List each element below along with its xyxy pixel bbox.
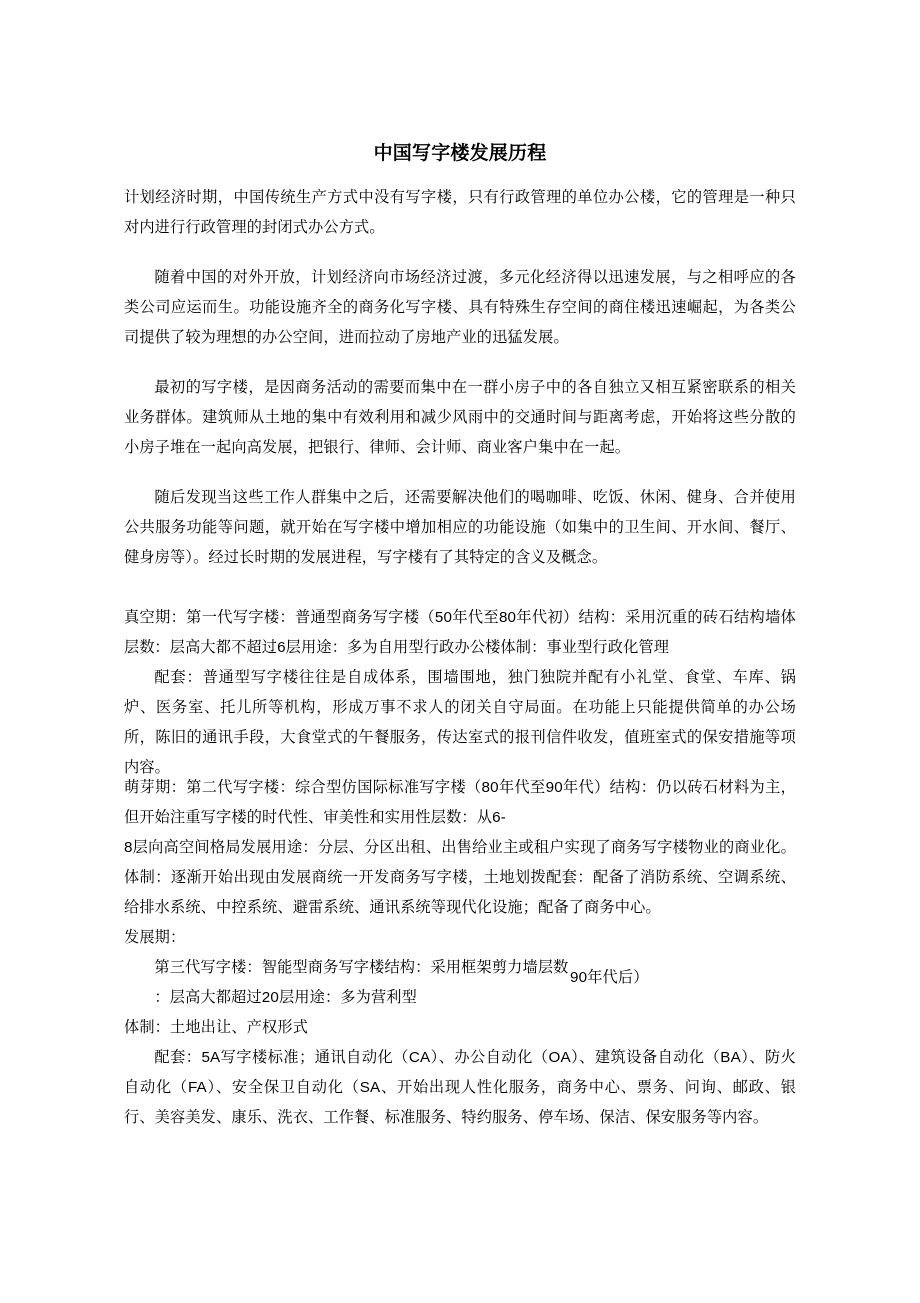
section-vacuum-period-line1: 真空期：第一代写字楼：普通型商务写字楼（50年代至80年代初）结构：采用沉重的砖石结构墙体层数 [124,609,796,656]
page-title: 中国写字楼发展历程 [373,142,547,164]
paragraph-support-facilities: 随后发现当这些工作人群集中之后，还需要解决他们的喝咖啡、吃饭、休闲、健身、合并使用公共服务功能等问题，就开始在写字楼中增加相应的功能设施（如集中的卫生间、开水间、餐厅、健身房等）。经过长时期的发展进程，写字楼有了其特定的含义及概念。 [124,489,796,566]
section-development-period-line1-suffix: 90年代后） [570,969,649,986]
section-development-period-line3: 体制：土地出让、产权形式 [124,1019,309,1036]
paragraph-planned-economy: 计划经济时期，中国传统生产方式中没有写字楼，只有行政管理的单位办公楼，它的管理是一种只对内进行行政管理的封闭式办公方式。 [124,189,796,236]
section-development-period-line4: 配套：5A写字楼标准；通讯自动化（CA）、办公自动化（OA）、建筑设备自动化（BA）、防火自动化（FA）、安全保卫自动化（SA、开始出现人性化服务，商务中心、票务、问询、邮政、银行、美容美发、康乐、洗衣、工作餐、标准服务、特约服务、停车场、保洁、保安服务等内容。 [124,1049,796,1126]
paragraph-opening-up: 随着中国的对外开放，计划经济向市场经济过渡，多元化经济得以迅速发展，与之相呼应的各类公司应运而生。功能设施齐全的商务化写字楼、具有特殊生存空间的商住楼迅速崛起，为各类公司提供了较为理想的办公空间，进而拉动了房地产业的迅猛发展。 [124,269,796,346]
section-vacuum-period-line2: ：层高大都不超过6层用途：多为自用型行政办公楼体制：事业型行政化管理 [154,639,670,656]
section-development-period-line2: ：层高大都超过20层用途：多为营利型 [154,989,417,1006]
section-budding-period-line1: 萌芽期：第二代写字楼：综合型仿国际标准写字楼（80年代至90年代）结构：仍以砖石材料为主，但开始注重写字楼的时代性、审美性和实用性层数：从6- [124,779,796,826]
paragraph-earliest-office-buildings: 最初的写字楼，是因商务活动的需要而集中在一群小房子中的各自独立又相互紧密联系的相关业务群体。建筑师从土地的集中有效利用和减少风雨中的交通时间与距离考虑，开始将这些分散的小房子堆在一起向高发展，把银行、律师、会计师、商业客户集中在一起。 [124,379,796,456]
section-budding-period-line2: 8层向高空间格局发展用途：分层、分区出租、出售给业主或租户实现了商务写字楼物业的商业化。体制：逐渐开始出现由发展商统一开发商务写字楼，土地划拨配套：配备了消防系统、空调系统、给排水系统、中控系统、避雷系统、通讯系统等现代化设施；配备了商务中心。 [124,839,796,916]
section-development-period-line1: 第三代写字楼：智能型商务写字楼结构：采用框架剪力墙层数 [154,959,569,976]
section-development-period-heading: 发展期： [124,929,186,946]
section-vacuum-period-line3: 配套：普通型写字楼往往是自成体系，围墙围地，独门独院并配有小礼堂、食堂、车库、锅炉、医务室、托儿所等机构，形成万事不求人的闭关自守局面。在功能上只能提供简单的办公场所，陈旧的通讯手段，大食堂式的午餐服务，传达室式的报刊信件收发，值班室式的保安措施等项内容。 [124,669,796,776]
